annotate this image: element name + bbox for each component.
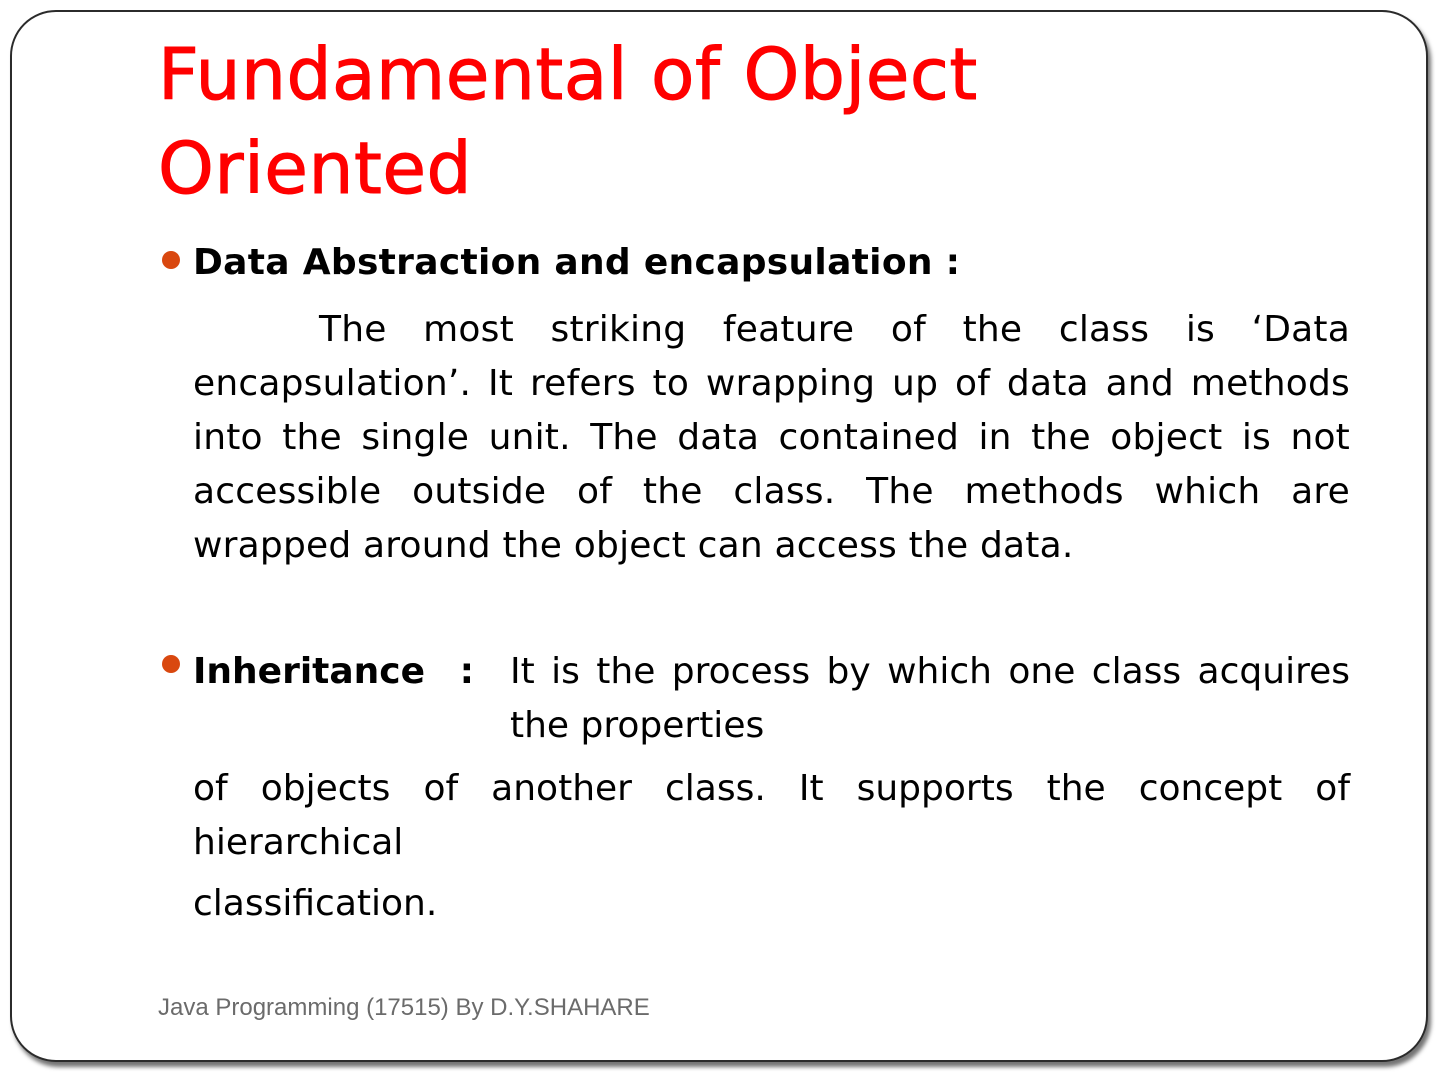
slide-title: Fundamental of Object Oriented xyxy=(158,33,978,210)
bullet-body-data-abstraction: The most striking feature of the class is ‘Data encapsulation’. It refers to wrapping up of data and methods into the single unit. The data contained in the object is not accessible outside of the class. The methods which are wrapped around the object can access the data. xyxy=(193,309,1350,566)
bullet-heading-inheritance: Inheritance : xyxy=(193,651,474,692)
bullet-body-inheritance-line-1: It is the process by which one class acquires the properties xyxy=(509,651,1350,746)
bullet-inheritance-first-line xyxy=(193,645,1350,753)
bullet-dot-2 xyxy=(162,655,180,673)
slide-footer: Java Programming (17515) By D.Y.SHAHARE xyxy=(158,994,650,1021)
bullet-heading-data-abstraction: Data Abstraction and encapsulation : xyxy=(193,242,961,283)
bullet-body-inheritance-line-2: of objects of another class. It supports the concept of hierarchical xyxy=(193,768,1350,863)
bullet-dot-1 xyxy=(162,251,180,269)
bullet-body-inheritance-line-3: classification. xyxy=(193,883,438,924)
